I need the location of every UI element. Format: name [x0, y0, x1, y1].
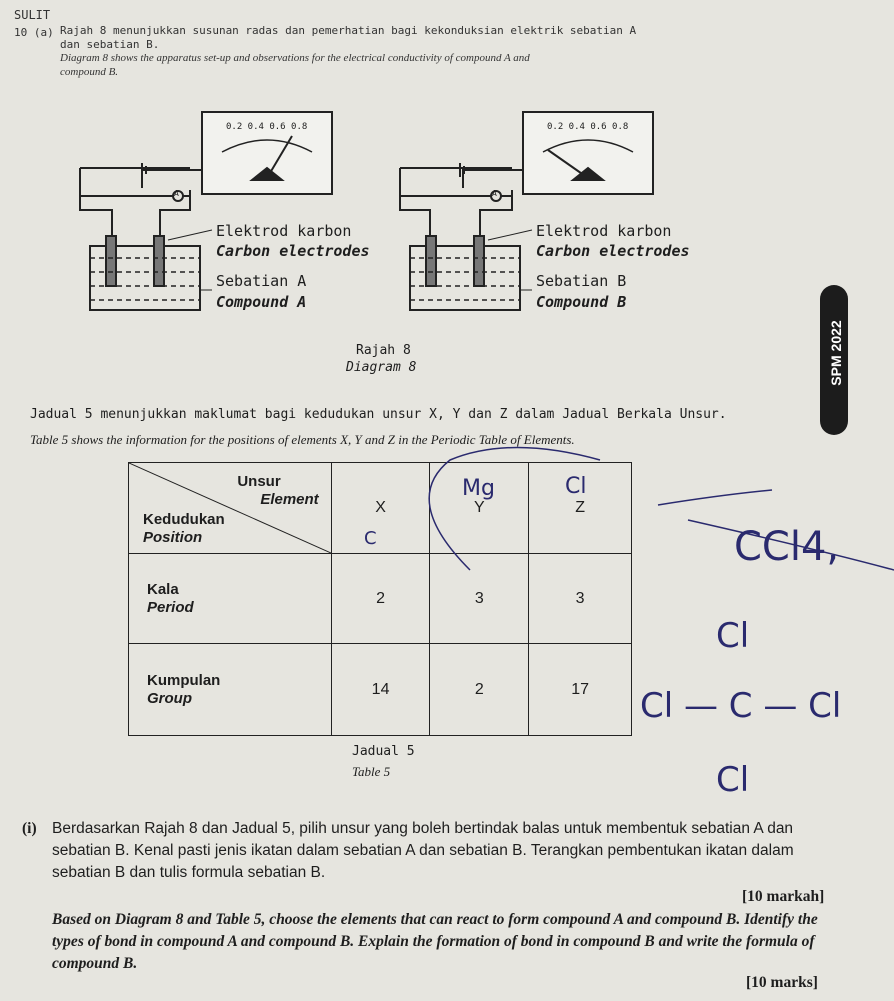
- column-header-y: Y: [430, 463, 529, 554]
- cell-x-group: 14: [331, 644, 430, 736]
- cell-x-period: 2: [331, 554, 430, 644]
- diagram-caption-en: Diagram 8: [346, 360, 417, 375]
- meter-scale-left: 0.2 0.4 0.6 0.8: [226, 122, 308, 132]
- cell-z-period: 3: [529, 554, 632, 644]
- handwritten-strokes: [400, 440, 894, 640]
- table-caption-en: Table 5: [352, 764, 391, 779]
- ammeter-symbol-left: A: [174, 189, 179, 198]
- left-compound-en: Compound A: [216, 293, 307, 311]
- spm-year-badge: SPM 2022: [820, 285, 848, 435]
- question-number: 10 (a): [14, 26, 54, 39]
- column-header-x: X: [331, 463, 430, 554]
- handwritten-x-note: C: [364, 528, 377, 549]
- table-header-cell: [129, 463, 332, 554]
- apparatus-diagram: [0, 100, 894, 330]
- handwritten-formula: CCl4,: [734, 524, 840, 570]
- question-part-number: (i): [22, 820, 37, 837]
- handwritten-structure-middle: Cl — C — Cl: [640, 686, 842, 726]
- cell-y-period: 3: [430, 554, 529, 644]
- handwritten-structure-bottom: Cl: [716, 760, 750, 800]
- intro-ms-line1: Rajah 8 menunjukkan susunan radas dan pemerhatian bagi kekonduksian elektrik sebatian A: [60, 24, 637, 37]
- meter-scale-right: 0.2 0.4 0.6 0.8: [547, 122, 629, 132]
- question-text-en: Based on Diagram 8 and Table 5, choose the elements that can react to form compound A and compound B. Identify the types of bond in compound A and compound B. Explain the formation of bond in compound B and write the formula of compound B.: [52, 911, 818, 972]
- table-intro-en: Table 5 shows the information for the positions of elements X, Y and Z in the Periodic Table of Elements.: [30, 432, 575, 447]
- intro-ms-line2: dan sebatian B.: [60, 38, 160, 51]
- table-caption-ms: Jadual 5: [352, 744, 415, 759]
- header-unsur: Unsur: [237, 473, 281, 490]
- handwritten-z-note: Cl: [565, 474, 587, 499]
- row-label-group: Kumpulan Group: [129, 644, 332, 736]
- left-compound-ms: Sebatian A: [216, 272, 307, 290]
- left-electrode-ms: Elektrod karbon: [216, 222, 352, 240]
- table-intro-ms: Jadual 5 menunjukkan maklumat bagi kedudukan unsur X, Y dan Z dalam Jadual Berkala Unsur.: [30, 407, 727, 422]
- cell-y-group: 2: [430, 644, 529, 736]
- diagram-caption-ms: Rajah 8: [356, 343, 411, 358]
- table-row: [129, 644, 632, 736]
- right-compound-en: Compound B: [536, 293, 627, 311]
- question-marks-en: [10 marks]: [746, 974, 818, 991]
- left-electrode-en: Carbon electrodes: [216, 242, 370, 260]
- right-compound-ms: Sebatian B: [536, 272, 627, 290]
- handwritten-y-note: Mg: [462, 476, 495, 501]
- column-header-z: Z: [529, 463, 632, 554]
- row-label-period: Kala Period: [129, 554, 332, 644]
- header-kedudukan: Kedudukan: [143, 511, 225, 528]
- sulit-label: SULIT: [14, 8, 51, 22]
- right-electrode-ms: Elektrod karbon: [536, 222, 672, 240]
- header-position: Position: [143, 529, 203, 546]
- cell-z-group: 17: [529, 644, 632, 736]
- intro-en-line2: compound B.: [60, 66, 119, 78]
- handwritten-structure-top: Cl: [716, 616, 750, 656]
- right-electrode-en: Carbon electrodes: [536, 242, 690, 260]
- header-element: Element: [260, 491, 319, 508]
- ammeter-symbol-right: A: [492, 189, 497, 198]
- question-text-ms: Berdasarkan Rajah 8 dan Jadual 5, pilih unsur yang boleh bertindak balas untuk membentuk sebatian A dan sebatian B. Kenal pasti jenis ikatan dalam sebatian A dan sebatian B. Terangkan pembentukan ikatan dalam sebatian B dan tulis formula sebatian B.: [52, 820, 794, 881]
- question-marks-ms: [10 markah]: [742, 888, 825, 905]
- intro-en-line1: Diagram 8 shows the apparatus set-up and observations for the electrical conductivity of compound A and: [60, 52, 530, 64]
